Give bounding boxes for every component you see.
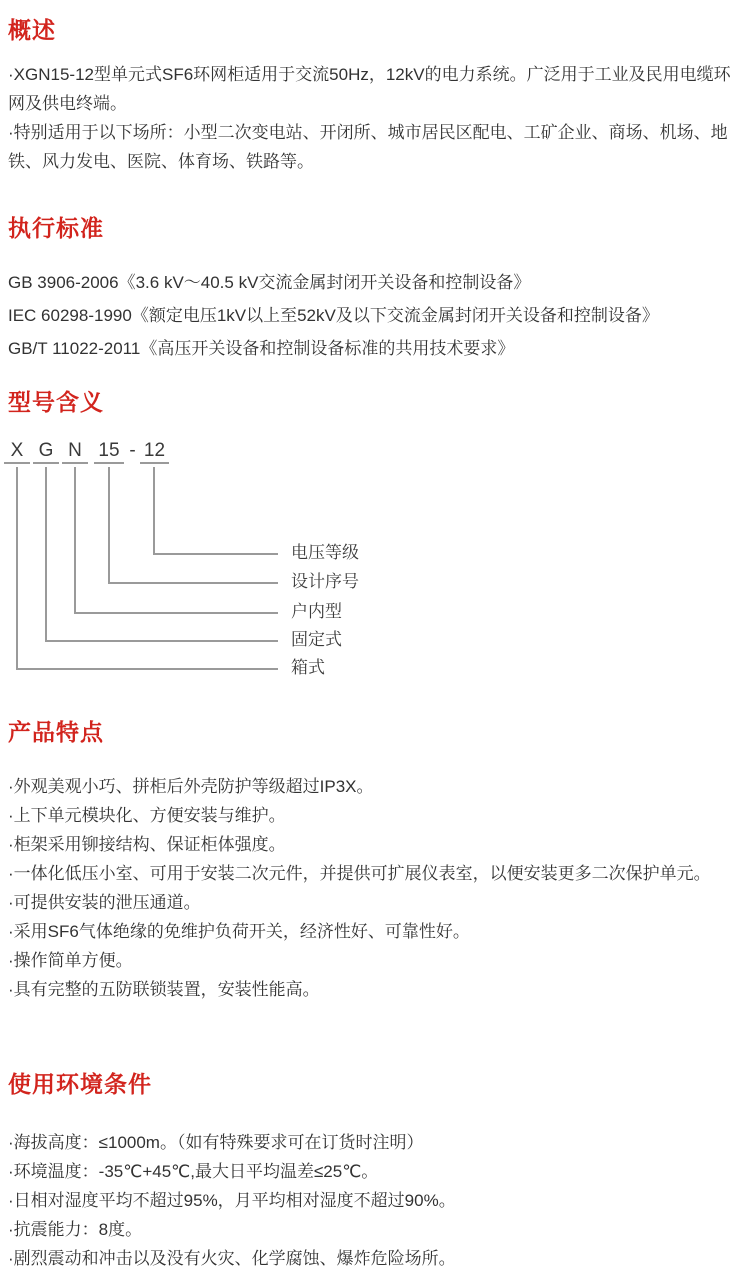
model-code-part-12: 12 — [140, 440, 169, 464]
section-overview — [8, 16, 744, 176]
model-heading: 型号含义 — [8, 389, 104, 415]
feature-item: ·一体化低压小室、可用于安装二次元件，并提供可扩展仪表室，以便安装更多二次保护单元。 — [8, 864, 711, 883]
model-code-part-x: X — [4, 440, 30, 464]
model-code-part-15: 15 — [94, 440, 124, 464]
connector-line-box — [16, 467, 278, 670]
model-code-hyphen: - — [129, 440, 136, 461]
environment-item: ·海拔高度：≤1000m。（如有特殊要求可在订货时注明） — [8, 1133, 424, 1152]
feature-item: ·可提供安装的泄压通道。 — [8, 893, 201, 912]
model-code-diagram — [0, 438, 750, 688]
feature-item: ·上下单元模块化、方便安装与维护。 — [8, 806, 286, 825]
environment-item: ·抗震能力：8度。 — [8, 1220, 143, 1239]
feature-item: ·具有完整的五防联锁装置，安装性能高。 — [8, 980, 320, 999]
environment-item: ·剧烈震动和冲击以及没有火灾、化学腐蚀、爆炸危险场所。 — [8, 1249, 456, 1268]
feature-item: ·柜架采用铆接结构、保证柜体强度。 — [8, 835, 286, 854]
overview-item: ·特别适用于以下场所：小型二次变电站、开闭所、城市居民区配电、工矿企业、商场、机场、地铁、风力发电、医院、体育场、铁路等。 — [8, 123, 728, 171]
model-label-indoor: 户内型 — [291, 602, 342, 621]
model-label-fixed: 固定式 — [291, 630, 342, 649]
overview-item: ·XGN15-12型单元式SF6环网柜适用于交流50Hz，12kV的电力系统。广泛用于工业及民用电缆环网及供电终端。 — [8, 65, 731, 113]
environment-item: ·日相对湿度平均不超过95%，月平均相对湿度不超过90%。 — [8, 1191, 456, 1210]
model-label-box: 箱式 — [291, 658, 325, 677]
overview-heading: 概述 — [8, 17, 56, 43]
environment-list — [8, 1128, 744, 1273]
section-standards — [8, 214, 744, 365]
feature-item: ·外观美观小巧、拼柜后外壳防护等级超过IP3X。 — [8, 777, 374, 796]
features-heading: 产品特点 — [8, 719, 104, 745]
model-code-part-n: N — [62, 440, 88, 464]
standards-list — [8, 266, 744, 365]
standard-item: IEC 60298-1990《额定电压1kV以上至52kV及以下交流金属封闭开关设备和控制设备》 — [8, 306, 659, 325]
standards-heading: 执行标准 — [8, 215, 104, 241]
environment-heading: 使用环境条件 — [8, 1071, 152, 1097]
overview-list — [8, 60, 744, 176]
model-label-design: 设计序号 — [291, 572, 359, 591]
section-model — [8, 388, 744, 416]
environment-item: ·环境温度：-35℃+45℃,最大日平均温差≤25℃。 — [8, 1162, 379, 1181]
section-environment — [8, 1070, 744, 1273]
feature-item: ·操作简单方便。 — [8, 951, 133, 970]
standard-item: GB/T 11022-2011《高压开关设备和控制设备标准的共用技术要求》 — [8, 339, 515, 358]
feature-item: ·采用SF6气体绝缘的免维护负荷开关，经济性好、可靠性好。 — [8, 922, 470, 941]
model-code-part-g: G — [33, 440, 59, 464]
features-list — [8, 772, 744, 1004]
section-features — [8, 718, 744, 1004]
model-label-voltage: 电压等级 — [291, 543, 359, 562]
standard-item: GB 3906-2006《3.6 kV～40.5 kV交流金属封闭开关设备和控制设备》 — [8, 273, 531, 292]
